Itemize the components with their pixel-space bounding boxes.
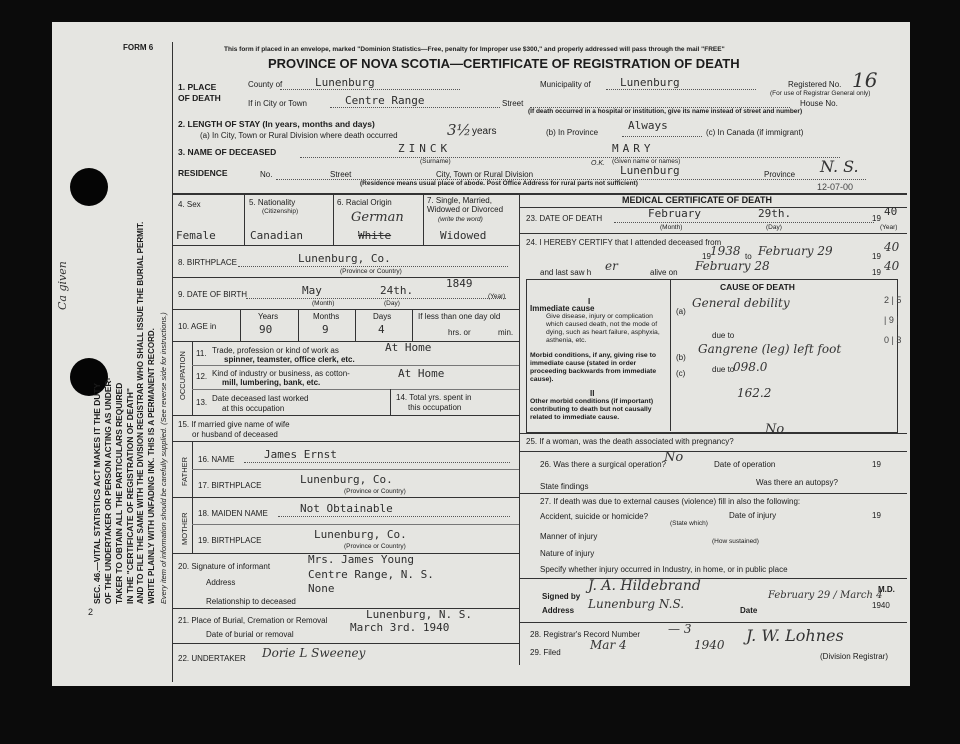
birthplace-value: Lunenburg, Co.: [298, 252, 391, 265]
certify-from-year: 1938: [710, 244, 741, 258]
age-days: 4: [378, 323, 385, 336]
death-day: 29th.: [758, 207, 792, 220]
residence-province-value: N. S.: [820, 157, 859, 176]
burial-place: Lunenburg, N. S.: [366, 608, 472, 621]
residence-division-value: Lunenburg: [620, 164, 680, 177]
county-value: Lunenburg: [315, 76, 375, 89]
physician-address: Lunenburg N.S.: [588, 597, 685, 611]
side-text-line: SEC. 46.—VITAL STATISTICS ACT MAKES IT THE DUTY: [92, 382, 102, 604]
burial-date: March 3rd. 1940: [350, 621, 450, 634]
dob-day: 24th.: [380, 284, 414, 297]
occupation-trade: At Home: [385, 341, 432, 354]
registrar-signature: J. W. Lohnes: [746, 626, 844, 645]
binder-hole: [70, 168, 108, 206]
registered-number: 16: [852, 68, 878, 92]
signature-date: February 29 / March 4: [768, 590, 883, 601]
cause-b: Gangrene (leg) left foot: [698, 342, 842, 356]
sex-value: Female: [176, 229, 216, 242]
side-text-line: TAKER TO OBTAIN ALL THE PARTICULARS REQUIRED: [114, 382, 124, 604]
alive-date: February 28: [695, 259, 770, 273]
father-birthplace: Lunenburg, Co.: [300, 473, 393, 486]
filed-year: 1940: [694, 638, 725, 652]
city-value: Centre Range: [345, 94, 425, 107]
side-text-line: WRITE PLAINLY WITH UNFADING INK. THIS IS A PERMANENT RECORD.: [147, 328, 156, 604]
form-number: FORM 6: [123, 43, 154, 52]
side-text-line: Every item of information should be carefully supplied. (See reverse side for instructions.): [159, 312, 168, 604]
given-name-value: MARY: [612, 142, 655, 155]
father-name: James Ernst: [264, 448, 337, 461]
margin-note: Ca given: [56, 261, 69, 310]
nationality-value: Canadian: [250, 229, 303, 242]
mother-birthplace: Lunenburg, Co.: [314, 528, 407, 541]
side-text-line: AND TO FILE THE SAME WITH THE DIVISION REGISTRAR WHO SHALL ISSUE THE BURIAL PERMIT.: [136, 221, 145, 604]
medical-heading: MEDICAL CERTIFICATE OF DEATH: [622, 195, 772, 205]
stay-province-value: Always: [628, 119, 668, 132]
municipality-value: Lunenburg: [620, 76, 680, 89]
informant-name: Mrs. James Young: [308, 553, 414, 566]
q25-answer: No: [765, 422, 785, 437]
stay-years-value: 3½: [447, 121, 472, 139]
death-year: 40: [884, 205, 898, 218]
racial-correction: German: [351, 210, 404, 225]
informant-address: Centre Range, N. S.: [308, 568, 434, 581]
mail-note: This form if placed in an envelope, marked "Dominion Statistics—Free, penalty for Improper use $300," and properly addressed will pass through the mail "FREE": [224, 46, 725, 53]
certify-to-date: February 29: [758, 244, 833, 258]
place-of-death-label: 1. PLACE OF DEATH: [178, 82, 221, 103]
side-text-line: IN THE "CERTIFICATE OF REGISTRATION OF DEATH": [125, 388, 135, 604]
marital-value: Widowed: [440, 229, 487, 242]
dob-year: 1849: [446, 277, 473, 290]
stamp-date: 12-07-00: [817, 182, 854, 192]
undertaker-signature: Dorie L Sweeney: [262, 646, 366, 660]
informant-relationship: None: [308, 582, 335, 595]
left-border: [172, 42, 173, 682]
death-month: February: [648, 207, 701, 220]
mother-maiden-name: Not Obtainable: [300, 502, 393, 515]
dob-month: May: [302, 284, 322, 297]
side-text-line: OF THE UNDERTAKER OR PERSON ACTING AS UNDER-: [103, 377, 113, 604]
surname-value: ZINCK: [398, 142, 452, 155]
age-years: 90: [259, 323, 273, 336]
column-divider: [519, 193, 520, 665]
racial-value: White: [358, 229, 392, 242]
occupation-industry: At Home: [398, 367, 445, 380]
q26-answer: No: [664, 450, 684, 465]
age-months: 9: [322, 323, 329, 336]
cause-immediate: General debility: [692, 296, 790, 310]
physician-signature: J. A. Hildebrand: [588, 578, 701, 594]
filed-date: Mar 4: [590, 638, 627, 652]
certificate-title: PROVINCE OF NOVA SCOTIA—CERTIFICATE OF REGISTRATION OF DEATH: [268, 56, 740, 71]
